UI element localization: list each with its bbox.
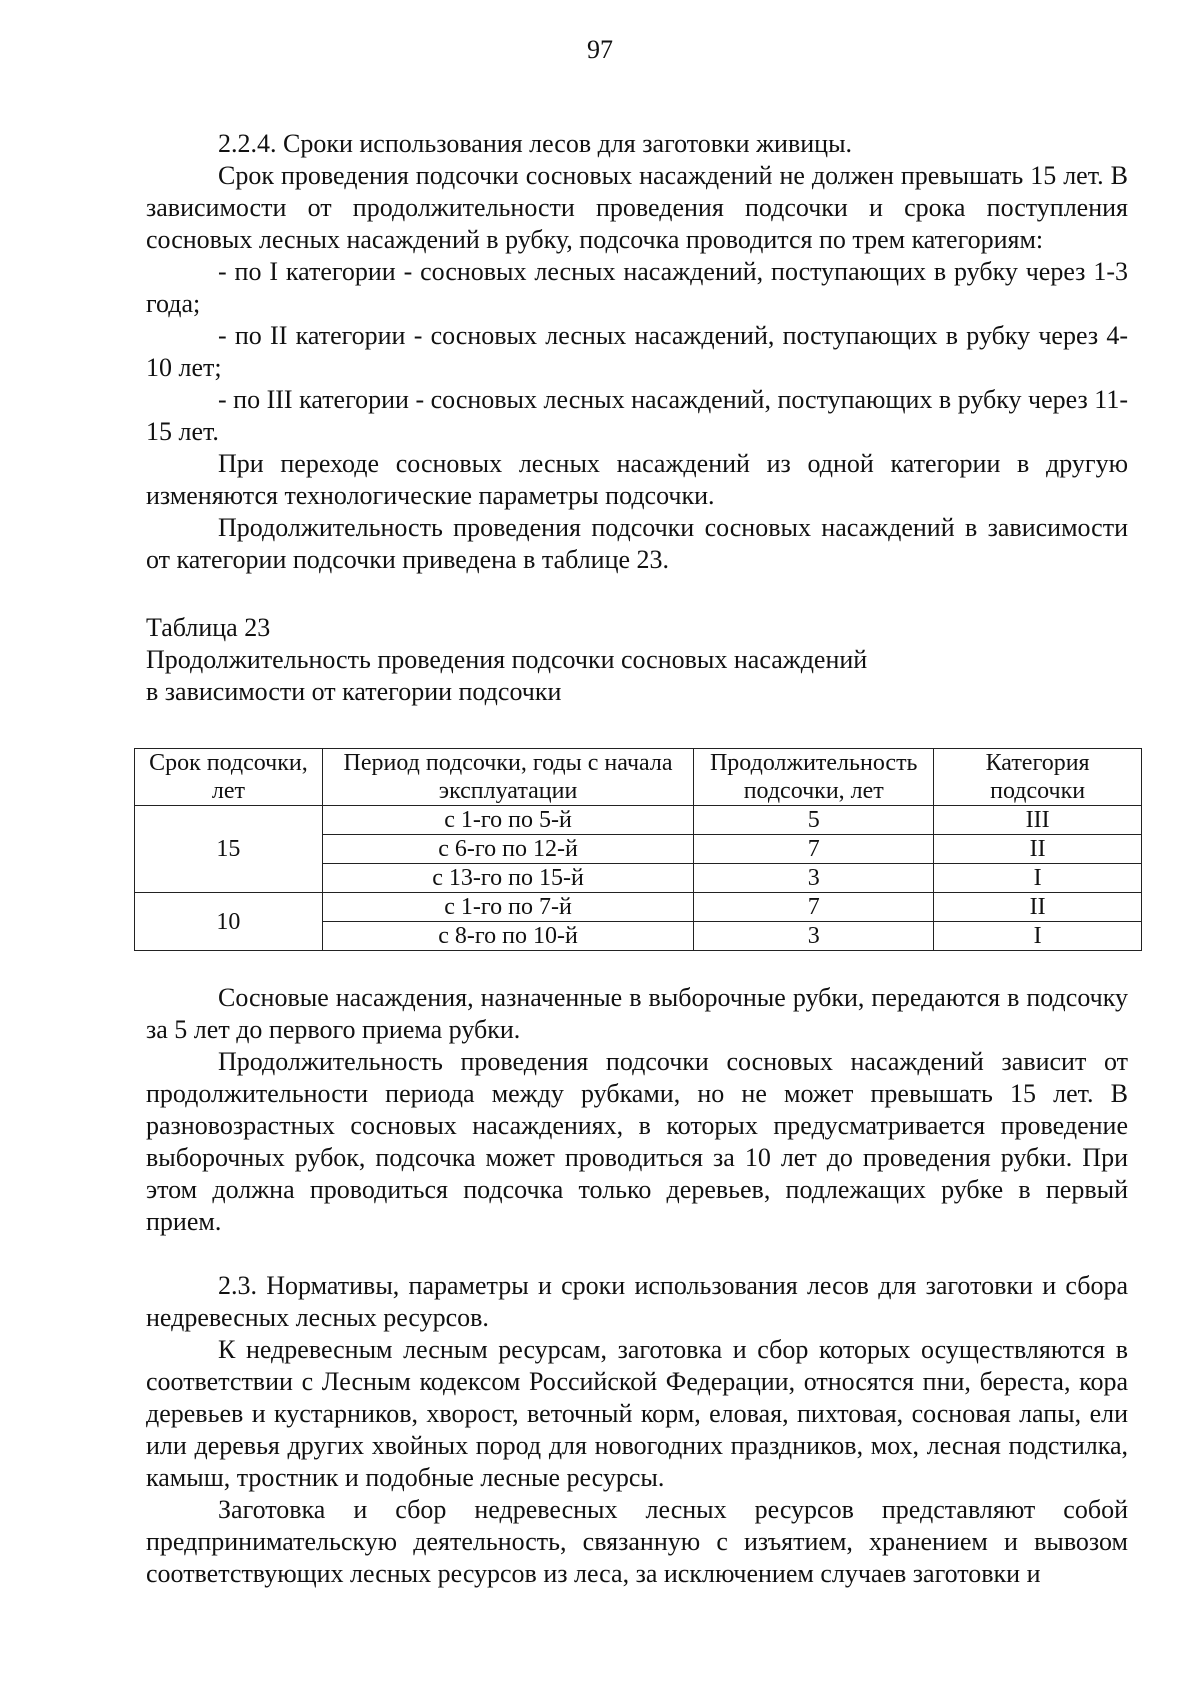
category-item: - по II категории - сосновых лесных насаждений, поступающих в рубку через 4-10 лет; (146, 321, 1128, 382)
table-row (135, 893, 1142, 922)
column-header: Период подсочки, годы с начала эксплуатации (322, 749, 693, 806)
category-item: - по I категории - сосновых лесных насаждений, поступающих в рубку через 1-3 года; (146, 257, 1128, 318)
duration-cell: 7 (694, 893, 934, 922)
paragraph: При переходе сосновых лесных насаждений из одной категории в другую изменяются технологические параметры подсочки. (146, 449, 1128, 510)
data-table (134, 748, 1142, 951)
table-title-line: Продолжительность проведения подсочки сосновых насаждений (146, 645, 868, 674)
period-cell: с 1-го по 5-й (322, 806, 693, 835)
period-cell: с 13-го по 15-й (322, 864, 693, 893)
paragraph: Срок проведения подсочки сосновых насаждений не должен превышать 15 лет. В зависимости от продолжительности проведения подсочки и срока поступления сосновых лесных насаждений в рубку, подсочка проводится по трем категориям: (146, 161, 1128, 254)
period-cell: с 6-го по 12-й (322, 835, 693, 864)
term-cell: 15 (135, 806, 323, 893)
after-table-text (146, 982, 1128, 1590)
category-cell: II (934, 893, 1142, 922)
period-cell: с 1-го по 7-й (322, 893, 693, 922)
period-cell: с 8-го по 10-й (322, 922, 693, 951)
paragraph: Продолжительность проведения подсочки сосновых насаждений зависит от продолжительности периода между рубками, но не может превышать 15 лет. В разновозрастных сосновых насаждениях, в которых предусматривается проведение выборочных рубок, подсочка может проводиться за 10 лет до проведения рубки. При этом должна проводиться подсочка только деревьев, подлежащих рубке в первый прием. (146, 1047, 1128, 1236)
column-header: Категория подсочки (934, 749, 1142, 806)
paragraph: К недревесным лесным ресурсам, заготовка и сбор которых осуществляются в соответствии с Лесным кодексом Российской Федерации, относятся пни, береста, кора деревьев и кустарников, хворост, веточный корм, еловая, пихтовая, сосновая лапы, ели или деревья других хвойных пород для новогодних праздников, мох, лесная подстилка, камыш, тростник и подобные лесные ресурсы. (146, 1335, 1128, 1492)
duration-cell: 5 (694, 806, 934, 835)
column-header: Продолжительность подсочки, лет (694, 749, 934, 806)
duration-cell: 3 (694, 864, 934, 893)
paragraph: Заготовка и сбор недревесных лесных ресурсов представляют собой предпринимательскую деятельность, связанную с изъятием, хранением и вывозом соответствующих лесных ресурсов из леса, за исключением случаев заготовки и (146, 1495, 1128, 1588)
table-label: Таблица 23 (146, 613, 271, 642)
table-caption (146, 612, 1128, 708)
category-item: - по III категории - сосновых лесных насаждений, поступающих в рубку через 11-15 лет. (146, 385, 1128, 446)
table-title-line: в зависимости от категории подсочки (146, 677, 562, 706)
category-cell: I (934, 864, 1142, 893)
section-heading: 2.2.4. Сроки использования лесов для заготовки живицы. (218, 129, 853, 158)
category-cell: II (934, 835, 1142, 864)
column-header: Срок подсочки, лет (135, 749, 323, 806)
section-2-2-4 (146, 128, 1128, 576)
paragraph: Сосновые насаждения, назначенные в выборочные рубки, передаются в подсочку за 5 лет до первого приема рубки. (146, 983, 1128, 1044)
page-number: 97 (587, 35, 613, 64)
term-cell: 10 (135, 893, 323, 951)
paragraph: Продолжительность проведения подсочки сосновых насаждений в зависимости от категории подсочки приведена в таблице 23. (146, 513, 1128, 574)
table-row (135, 806, 1142, 835)
duration-cell: 7 (694, 835, 934, 864)
section-heading: 2.3. Нормативы, параметры и сроки использования лесов для заготовки и сбора недревесных лесных ресурсов. (146, 1271, 1128, 1332)
category-cell: I (934, 922, 1142, 951)
duration-cell: 3 (694, 922, 934, 951)
table-header-row (135, 749, 1142, 806)
category-cell: III (934, 806, 1142, 835)
